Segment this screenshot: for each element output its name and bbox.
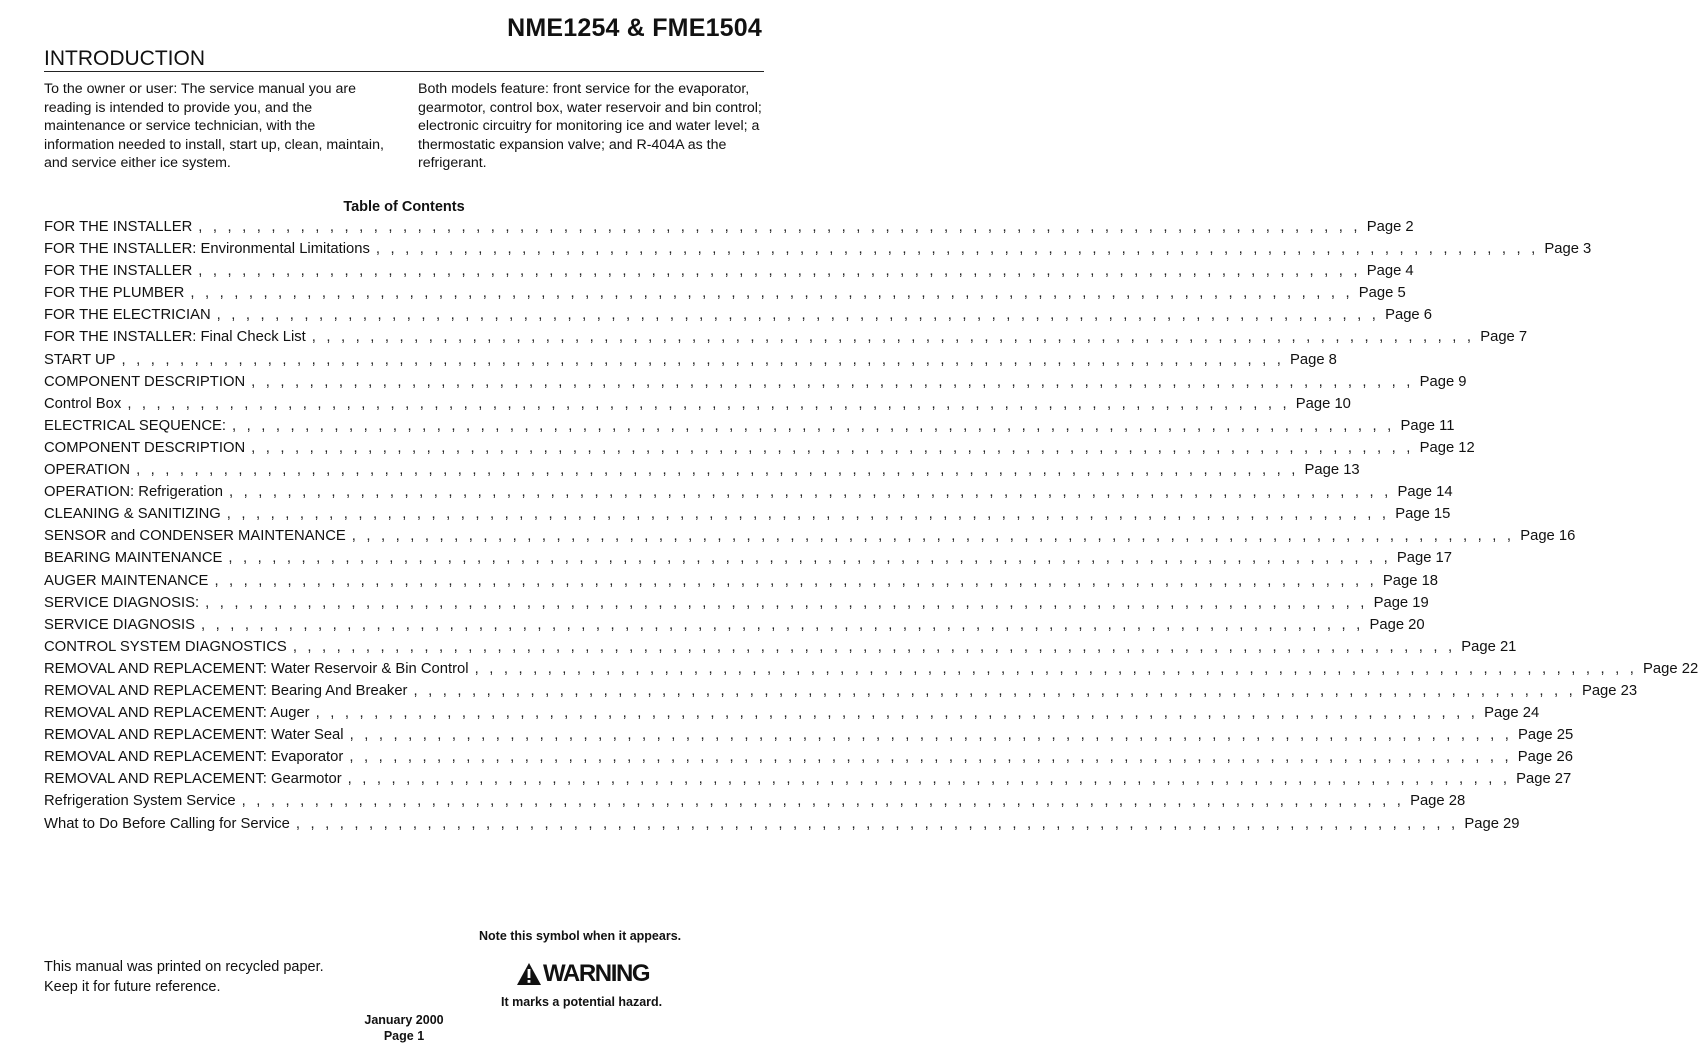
toc-entry[interactable] [44, 660, 1698, 683]
toc-entry-title: SENSOR and CONDENSER MAINTENANCE [44, 528, 346, 545]
toc-entry[interactable] [44, 285, 1406, 307]
toc-entry[interactable] [44, 462, 1360, 484]
toc-heading: Table of Contents [343, 199, 465, 215]
toc-entry-page: Page 22 [1643, 660, 1698, 677]
toc-entry[interactable] [44, 351, 1337, 374]
toc-entry-leader: , , , , , , , , , , , , , , , , , , , , , , , , , , , , , , , , , , , , , , , , , , , , , , , , , , , , , , , , , , , , , , , , , , , , , , , , , , , , , , , , [198, 219, 1361, 235]
toc-entry-leader: , , , , , , , , , , , , , , , , , , , , , , , , , , , , , , , , , , , , , , , , , , , , , , , , , , , , , , , , , , , , , , , , , , , , , , , , , , , , , , , , [127, 395, 1290, 412]
toc-entry[interactable] [44, 749, 1573, 771]
footer-page-number: Page 1 [383, 1029, 425, 1043]
toc-entry[interactable] [44, 771, 1572, 793]
model-title: NME1254 & FME1504 [507, 14, 762, 42]
toc-entry-title: BEARING MAINTENANCE [44, 550, 223, 567]
toc-entry-leader: , , , , , , , , , , , , , , , , , , , , , , , , , , , , , , , , , , , , , , , , , , , , , , , , , , , , , , , , , , , , , , , , , , , , , , , , , , , , , , , , [292, 638, 1456, 655]
toc-entry-title: COMPONENT DESCRIPTION [44, 373, 246, 390]
toc-entry[interactable] [44, 395, 1351, 418]
toc-entry-page: Page 6 [1385, 307, 1432, 324]
toc-entry-page: Page 5 [1358, 285, 1406, 302]
toc-entry-leader: , , , , , , , , , , , , , , , , , , , , , , , , , , , , , , , , , , , , , , , , , , , , , , , , , , , , , , , , , , , , , , , , , , , , , , , , , , , , , , , , [347, 771, 1511, 788]
toc-entry-title: COMPONENT DESCRIPTION [44, 439, 246, 456]
symbol-note: Note this symbol when it appears. [479, 929, 682, 943]
toc-entry[interactable] [44, 417, 1455, 440]
toc-entry-title: REMOVAL AND REPLACEMENT: Water Seal [44, 727, 344, 744]
toc-entry[interactable] [44, 506, 1451, 528]
toc-entry-title: FOR THE INSTALLER [44, 219, 193, 235]
header-rule [44, 71, 764, 72]
toc-entry-title: OPERATION: Refrigeration [44, 484, 223, 501]
page-footer [0, 1012, 808, 1044]
toc-entry-page: Page 14 [1397, 484, 1453, 501]
toc-entry-title: AUGER MAINTENANCE [44, 572, 209, 589]
toc-entry-page: Page 27 [1516, 771, 1572, 788]
toc-entry-title: START UP [44, 351, 116, 368]
toc-entry-page: Page 24 [1484, 705, 1540, 722]
toc-entry[interactable] [44, 616, 1425, 639]
toc-entry-page: Page 26 [1517, 749, 1573, 766]
toc-entry[interactable] [44, 572, 1439, 595]
toc-entry-leader: , , , , , , , , , , , , , , , , , , , , , , , , , , , , , , , , , , , , , , , , , , , , , , , , , , , , , , , , , , , , , , , , , , , , , , , , , , , , , , , , [232, 417, 1395, 434]
toc-entry-title: FOR THE INSTALLER: Environmental Limitations [44, 241, 370, 258]
toc-entry-title: FOR THE INSTALLER: Final Check List [44, 329, 306, 346]
toc-entry-leader: , , , , , , , , , , , , , , , , , , , , , , , , , , , , , , , , , , , , , , , , , , , , , , , , , , , , , , , , , , , , , , , , , , , , , , , , , , , , , , , , [349, 727, 1513, 744]
toc-entry[interactable] [44, 373, 1467, 396]
toc-entry-title: CLEANING & SANITIZING [44, 506, 221, 523]
toc-entry-leader: , , , , , , , , , , , , , , , , , , , , , , , , , , , , , , , , , , , , , , , , , , , , , , , , , , , , , , , , , , , , , , , , , , , , , , , , , , , , , , , , [229, 484, 1392, 501]
toc-entry-title: Control Box [44, 395, 122, 412]
toc-entry-page: Page 18 [1382, 572, 1439, 589]
toc-entry-page: Page 15 [1395, 506, 1451, 523]
toc-entry-title: REMOVAL AND REPLACEMENT: Bearing And Breaker [44, 682, 408, 699]
toc-entry-leader: , , , , , , , , , , , , , , , , , , , , , , , , , , , , , , , , , , , , , , , , , , , , , , , , , , , , , , , , , , , , , , , , , , , , , , , , , , , , , , , , [226, 506, 1390, 523]
toc-entry-leader: , , , , , , , , , , , , , , , , , , , , , , , , , , , , , , , , , , , , , , , , , , , , , , , , , , , , , , , , , , , , , , , , , , , , , , , , , , , , , , , , [214, 572, 1377, 589]
recycled-line-2: Keep it for future reference. [44, 979, 221, 995]
toc-entry[interactable] [44, 219, 1414, 241]
toc-entry-leader: , , , , , , , , , , , , , , , , , , , , , , , , , , , , , , , , , , , , , , , , , , , , , , , , , , , , , , , , , , , , , , , , , , , , , , , , , , , , , , , , [349, 749, 1512, 766]
toc-entry-leader: , , , , , , , , , , , , , , , , , , , , , , , , , , , , , , , , , , , , , , , , , , , , , , , , , , , , , , , , , , , , , , , , , , , , , , , , , , , , , , , , [375, 241, 1539, 258]
intro-right-paragraph: Both models feature: front service for the evaporator, gearmotor, control box, water reservoir and bin control; electronic circuitry for monitoring ice and water level; a thermostatic expansion valve; and R-404A as the refrigerant. [418, 81, 762, 172]
warning-triangle-icon [516, 962, 542, 986]
warning-text: WARNING [543, 960, 650, 987]
toc-entry[interactable] [44, 727, 1574, 749]
toc-entry-page: Page 10 [1295, 395, 1351, 412]
toc-entry-leader: , , , , , , , , , , , , , , , , , , , , , , , , , , , , , , , , , , , , , , , , , , , , , , , , , , , , , , , , , , , , , , , , , , , , , , , , , , , , , , , , [198, 263, 1361, 280]
toc-entry-page: Page 12 [1419, 439, 1475, 456]
toc-entry-page: Page 29 [1464, 815, 1520, 832]
toc-entry-leader: , , , , , , , , , , , , , , , , , , , , , , , , , , , , , , , , , , , , , , , , , , , , , , , , , , , , , , , , , , , , , , , , , , , , , , , , , , , , , , , , [136, 462, 1299, 479]
toc-entry[interactable] [44, 263, 1414, 285]
toc-entry-page: Page 2 [1366, 219, 1414, 235]
toc-entry-title: REMOVAL AND REPLACEMENT: Evaporator [44, 749, 344, 766]
toc-entry-title: FOR THE INSTALLER [44, 263, 193, 280]
toc-entry-page: Page 21 [1461, 638, 1517, 655]
toc-entry-title: ELECTRICAL SEQUENCE: [44, 417, 226, 434]
toc-entry-leader: , , , , , , , , , , , , , , , , , , , , , , , , , , , , , , , , , , , , , , , , , , , , , , , , , , , , , , , , , , , , , , , , , , , , , , , , , , , , , , , , [295, 815, 1459, 832]
toc-entry[interactable] [44, 682, 1638, 705]
intro-left-paragraph: To the owner or user: The service manual you are reading is intended to provide you, and the maintenance or service technician, with the information needed to install, start up, clean, maintain, and service either ice system. [44, 81, 384, 172]
toc-entry-leader: , , , , , , , , , , , , , , , , , , , , , , , , , , , , , , , , , , , , , , , , , , , , , , , , , , , , , , , , , , , , , , , , , , , , , , , , , , , , , , , , [474, 660, 1638, 677]
toc-entry-page: Page 28 [1410, 793, 1466, 810]
toc-entry-leader: , , , , , , , , , , , , , , , , , , , , , , , , , , , , , , , , , , , , , , , , , , , , , , , , , , , , , , , , , , , , , , , , , , , , , , , , , , , , , , , , [241, 793, 1405, 810]
toc-entry-page: Page 19 [1373, 594, 1429, 611]
toc-entry-leader: , , , , , , , , , , , , , , , , , , , , , , , , , , , , , , , , , , , , , , , , , , , , , , , , , , , , , , , , , , , , , , , , , , , , , , , , , , , , , , , , [315, 705, 1479, 722]
toc-entry[interactable] [44, 638, 1517, 661]
toc-entry-title: FOR THE PLUMBER [44, 285, 185, 302]
toc-entry[interactable] [44, 241, 1592, 263]
toc-entry[interactable] [44, 793, 1466, 815]
toc-entry-title: SERVICE DIAGNOSIS [44, 616, 196, 633]
recycled-line-1: This manual was printed on recycled paper. [44, 959, 324, 975]
toc-entry-title: Refrigeration System Service [44, 793, 236, 810]
toc-entry-page: Page 9 [1419, 373, 1467, 390]
toc-entry-title: What to Do Before Calling for Service [44, 815, 290, 832]
toc-entry[interactable] [44, 484, 1453, 506]
toc-entry-leader: , , , , , , , , , , , , , , , , , , , , , , , , , , , , , , , , , , , , , , , , , , , , , , , , , , , , , , , , , , , , , , , , , , , , , , , , , , , , , , , , [251, 439, 1414, 456]
toc-entry-leader: , , , , , , , , , , , , , , , , , , , , , , , , , , , , , , , , , , , , , , , , , , , , , , , , , , , , , , , , , , , , , , , , , , , , , , , , , , , , , , , , [190, 285, 1353, 302]
warning-label [516, 960, 649, 988]
toc-entry-leader: , , , , , , , , , , , , , , , , , , , , , , , , , , , , , , , , , , , , , , , , , , , , , , , , , , , , , , , , , , , , , , , , , , , , , , , , , , , , , , , , [201, 616, 1364, 633]
toc-entry[interactable] [44, 329, 1528, 351]
toc-entry[interactable] [44, 594, 1429, 617]
toc-entry-leader: , , , , , , , , , , , , , , , , , , , , , , , , , , , , , , , , , , , , , , , , , , , , , , , , , , , , , , , , , , , , , , , , , , , , , , , , , , , , , , , , [121, 351, 1285, 368]
toc-entry-leader: , , , , , , , , , , , , , , , , , , , , , , , , , , , , , , , , , , , , , , , , , , , , , , , , , , , , , , , , , , , , , , , , , , , , , , , , , , , , , , , , [311, 329, 1475, 346]
toc-entry[interactable] [44, 528, 1576, 550]
footer-date: January 2000 [364, 1013, 444, 1027]
toc-entry-title: OPERATION [44, 462, 131, 479]
toc-entry-page: Page 23 [1581, 682, 1638, 699]
toc-entry[interactable] [44, 439, 1475, 462]
toc-entry-page: Page 20 [1369, 616, 1425, 633]
toc-entry-title: REMOVAL AND REPLACEMENT: Water Reservoir & Bin Control [44, 660, 469, 677]
recycled-note [44, 957, 324, 997]
table-of-contents [44, 219, 1698, 838]
toc-entry[interactable] [44, 550, 1453, 572]
toc-entry-title: REMOVAL AND REPLACEMENT: Gearmotor [44, 771, 342, 788]
toc-entry-leader: , , , , , , , , , , , , , , , , , , , , , , , , , , , , , , , , , , , , , , , , , , , , , , , , , , , , , , , , , , , , , , , , , , , , , , , , , , , , , , , , [216, 307, 1380, 324]
toc-entry-page: Page 3 [1544, 241, 1592, 258]
toc-entry-leader: , , , , , , , , , , , , , , , , , , , , , , , , , , , , , , , , , , , , , , , , , , , , , , , , , , , , , , , , , , , , , , , , , , , , , , , , , , , , , , , , [351, 528, 1515, 545]
section-title: INTRODUCTION [44, 47, 205, 70]
toc-entry-leader: , , , , , , , , , , , , , , , , , , , , , , , , , , , , , , , , , , , , , , , , , , , , , , , , , , , , , , , , , , , , , , , , , , , , , , , , , , , , , , , , [413, 682, 1576, 699]
toc-entry-page: Page 16 [1520, 528, 1576, 545]
toc-entry-page: Page 7 [1480, 329, 1528, 346]
toc-entry-page: Page 11 [1400, 417, 1455, 434]
toc-entry-title: FOR THE ELECTRICIAN [44, 307, 211, 324]
toc-entry-page: Page 8 [1290, 351, 1337, 368]
toc-entry-leader: , , , , , , , , , , , , , , , , , , , , , , , , , , , , , , , , , , , , , , , , , , , , , , , , , , , , , , , , , , , , , , , , , , , , , , , , , , , , , , , , [251, 373, 1414, 390]
toc-entry-page: Page 25 [1518, 727, 1574, 744]
toc-entry-page: Page 4 [1366, 263, 1414, 280]
toc-entry-title: SERVICE DIAGNOSIS: [44, 594, 200, 611]
toc-entry-page: Page 17 [1396, 550, 1453, 567]
toc-entry-title: REMOVAL AND REPLACEMENT: Auger [44, 705, 310, 722]
toc-entry-leader: , , , , , , , , , , , , , , , , , , , , , , , , , , , , , , , , , , , , , , , , , , , , , , , , , , , , , , , , , , , , , , , , , , , , , , , , , , , , , , , , [205, 594, 1368, 611]
toc-entry-leader: , , , , , , , , , , , , , , , , , , , , , , , , , , , , , , , , , , , , , , , , , , , , , , , , , , , , , , , , , , , , , , , , , , , , , , , , , , , , , , , , [228, 550, 1391, 567]
toc-entry[interactable] [44, 815, 1520, 838]
toc-entry[interactable] [44, 307, 1432, 329]
toc-entry-page: Page 13 [1304, 462, 1360, 479]
hazard-note: It marks a potential hazard. [501, 995, 663, 1009]
toc-entry-title: CONTROL SYSTEM DIAGNOSTICS [44, 638, 287, 655]
toc-entry[interactable] [44, 705, 1540, 727]
